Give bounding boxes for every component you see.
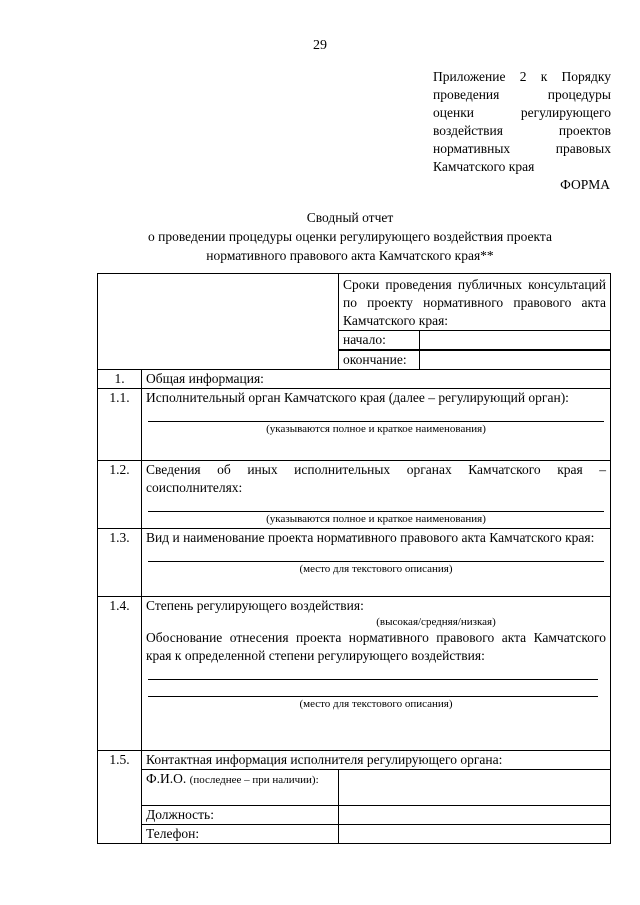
form-label: ФОРМА [560,177,610,192]
input-line[interactable] [148,680,598,697]
section-1-2 [142,461,611,529]
section-title: Общая информация: [142,370,611,389]
section-number: 1.3. [98,529,142,597]
start-label: начало: [339,331,419,349]
section-text: Вид и наименование проекта нормативного правового акта Камчатского края: [146,530,595,545]
phone-label: Телефон: [142,825,339,844]
appendix-line: воздействия проектов [433,123,611,138]
consultation-end-row [339,350,611,370]
fio-note: (последнее – при наличии): [189,774,319,786]
field-hint: (указываются полное и краткое наименования) [266,423,486,435]
appendix-line: оценки регулирующего [433,105,611,120]
end-date-field[interactable] [419,351,610,370]
section-text: Исполнительный орган Камчатского края (далее – регулирующий орган): [146,390,569,405]
degree-hint: (высокая/средняя/низкая) [376,616,496,628]
section-text: Сведения об иных исполнительных органах Камчатского края – соисполнителях: [146,462,606,495]
input-line[interactable] [148,547,604,562]
section-title: Контактная информация исполнителя регулирующего органа: [142,751,611,770]
section-number: 1.1. [98,389,142,461]
fio-label-cell [142,770,339,806]
appendix-line: Камчатского края [433,159,535,174]
consultation-heading: Сроки проведения публичных консультаций по проекту нормативного правового акта Камчатского края: [339,274,611,331]
appendix-line: проведения процедуры [433,87,611,102]
report-form-table [97,273,611,844]
section-text-2: Обоснование отнесения проекта нормативного правового акта Камчатского края к определенной степени регулирующего воздействия: [146,630,606,663]
title-line: нормативного правового акта Камчатского края** [206,248,494,263]
section-number: 1.4. [98,597,142,751]
position-label: Должность: [142,806,339,825]
section-number: 1.5. [98,751,142,844]
empty-header-cell [98,274,339,370]
appendix-note [433,68,611,176]
input-line[interactable] [148,407,604,422]
section-1-4 [142,597,611,751]
consultation-start-row [339,331,611,350]
section-text: Степень регулирующего воздействия: [146,598,364,613]
start-date-field[interactable] [419,331,610,349]
field-hint: (указываются полное и краткое наименования) [266,513,486,525]
fio-field[interactable] [339,770,611,806]
title-line: о проведении процедуры оценки регулирующего воздействия проекта [148,229,552,244]
input-line[interactable] [148,665,598,680]
section-number: 1.2. [98,461,142,529]
section-1-3 [142,529,611,597]
input-line[interactable] [148,497,604,512]
fio-label: Ф.И.О. [146,771,187,786]
document-title [90,208,610,265]
position-field[interactable] [339,806,611,825]
section-1-1 [142,389,611,461]
field-hint: (место для текстового описания) [299,563,453,575]
appendix-line: Приложение 2 к Порядку [433,69,611,84]
end-label: окончание: [339,351,419,370]
page-number: 29 [313,38,327,53]
field-hint: (место для текстового описания) [299,698,453,710]
title-line: Сводный отчет [306,210,394,225]
appendix-line: нормативных правовых [433,141,611,156]
phone-field[interactable] [339,825,611,844]
section-number: 1. [98,370,142,389]
